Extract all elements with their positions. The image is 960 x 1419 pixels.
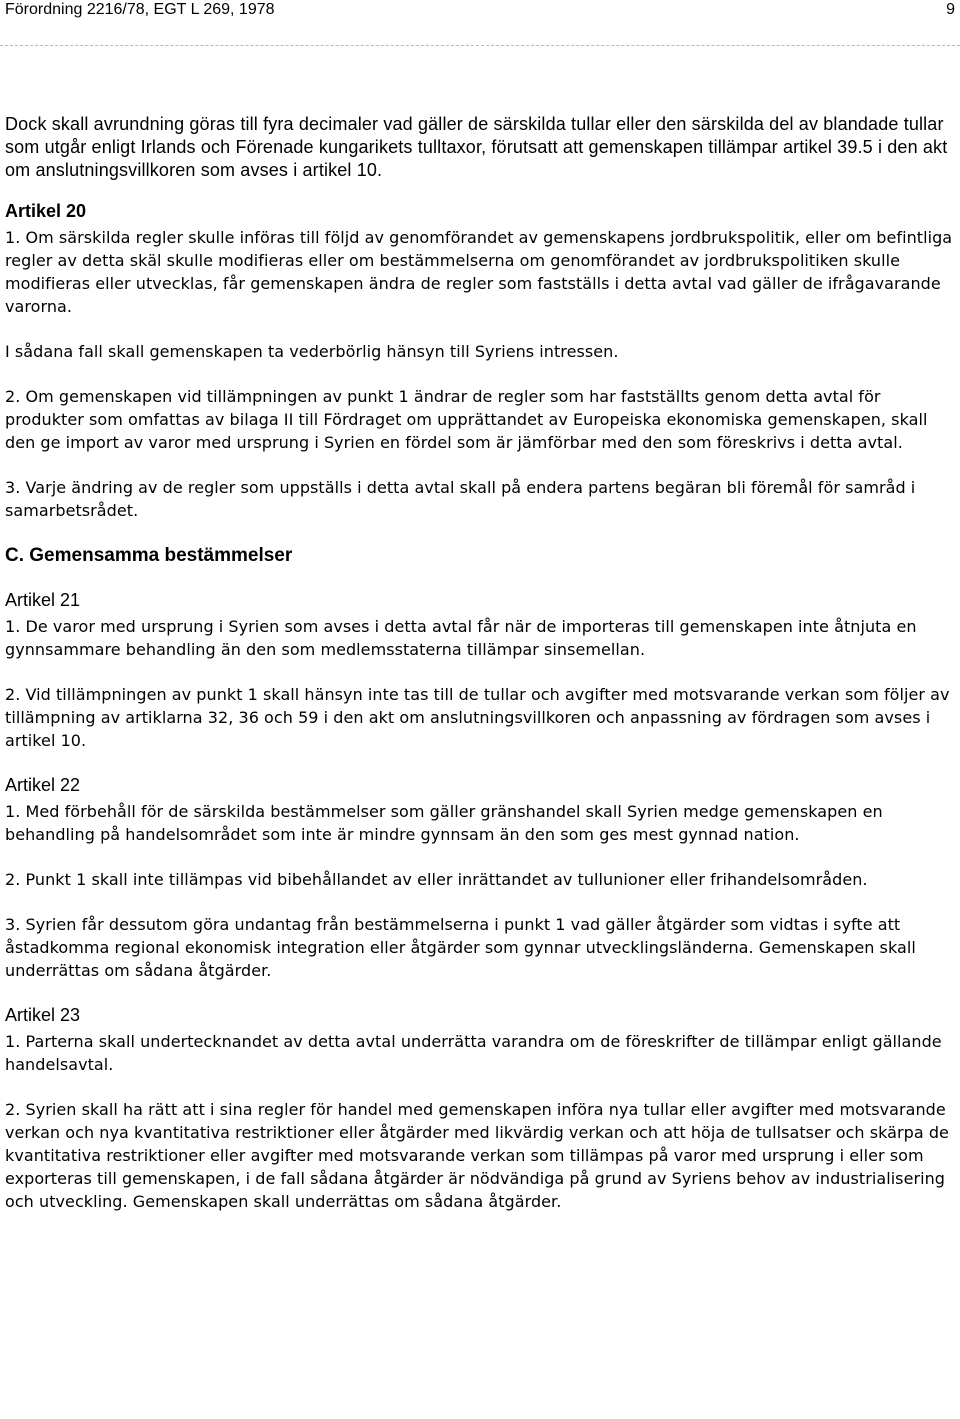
article-20-heading: Artikel 20	[5, 201, 87, 221]
article-23-heading: Artikel 23	[5, 1005, 81, 1025]
article-22-paragraph-3: 3. Syrien får dessutom göra undantag från bestämmelserna i punkt 1 vad gäller åtgärder som vidtas i syfte att åstadkomma regional ekonomisk integration eller åtgärder som gynnar utvecklingsländerna. Gemenskapen skall underrättas om sådana åtgärder.	[5, 915, 916, 980]
article-23-paragraph-1: 1. Parterna skall undertecknandet av detta avtal underrätta varandra om de föreskrifter de tillämpar enligt gällande handelsavtal.	[5, 1032, 942, 1074]
document-body	[5, 113, 955, 1213]
article-21-heading: Artikel 21	[5, 590, 81, 610]
article-21-paragraph-1: 1. De varor med ursprung i Syrien som avses i detta avtal får när de importeras till gemenskapen inte åtnjuta en gynnsammare behandling än den som medlemsstaterna tillämpar sinsemellan.	[5, 617, 917, 659]
header-title: Förordning 2216/78, EGT L 269, 1978	[5, 1, 275, 18]
article-20-paragraph-1b: I sådana fall skall gemenskapen ta vederbörlig hänsyn till Syriens intressen.	[5, 342, 619, 361]
article-20-paragraph-1: 1. Om särskilda regler skulle införas till följd av genomförandet av gemenskapens jordbrukspolitik, eller om befintliga regler av detta skäl skulle modifieras eller om bestämmelserna om genomförandet av jordbrukspolitiken skulle modifieras eller utvecklas, får gemenskapen ändra de regler som fastställs i detta avtal vad gäller de ifrågavarande varorna.	[5, 228, 953, 316]
page-number: 9	[946, 1, 955, 18]
article-20-paragraph-3: 3. Varje ändring av de regler som uppställs i detta avtal skall på endera partens begäran bli föremål för samråd i samarbetsrådet.	[5, 478, 916, 520]
header-divider	[0, 45, 960, 46]
intro-paragraph: Dock skall avrundning göras till fyra decimaler vad gäller de särskilda tullar eller den särskilda del av blandade tullar som utgår enligt Irlands och Förenade kungarikets tulltaxor, förutsatt att gemenskapen tillämpar artikel 39.5 i den akt om anslutningsvillkoren som avses i artikel 10.	[5, 114, 948, 180]
article-22-paragraph-1: 1. Med förbehåll för de särskilda bestämmelser som gäller gränshandel skall Syrien medge gemenskapen en behandling på handelsområdet som inte är mindre gynnsam än den som ges mest gynnad nation.	[5, 802, 883, 844]
article-22-paragraph-2: 2. Punkt 1 skall inte tillämpas vid bibehållandet av eller inrättandet av tullunioner eller frihandelsområden.	[5, 870, 868, 889]
article-21-paragraph-2: 2. Vid tillämpningen av punkt 1 skall hänsyn inte tas till de tullar och avgifter med motsvarande verkan som följer av tillämpning av artiklarna 32, 36 och 59 i den akt om anslutningsvillkoren och anpassning av fördragen som avses i artikel 10.	[5, 685, 950, 750]
article-22-heading: Artikel 22	[5, 775, 81, 795]
section-c-heading: C. Gemensamma bestämmelser	[5, 545, 293, 566]
page-header	[0, 0, 960, 46]
article-23-paragraph-2: 2. Syrien skall ha rätt att i sina regler för handel med gemenskapen införa nya tullar eller avgifter med motsvarande verkan och nya kvantitativa restriktioner eller åtgärder med likvärdig verkan och att höja de tullsatser och skärpa de kvantitativa restriktioner eller avgifter med motsvarande verkan som tillämpas på varor med ursprung i eller som exporteras till gemenskapen, i de fall sådana åtgärder är nödvändiga på grund av Syriens behov av industrialisering och utveckling. Gemenskapen skall underrättas om sådana åtgärder.	[5, 1100, 949, 1211]
article-20-paragraph-2: 2. Om gemenskapen vid tillämpningen av punkt 1 ändrar de regler som har fastställts genom detta avtal för produkter som omfattas av bilaga II till Fördraget om upprättandet av Europeiska ekonomiska gemenskapen, skall den ge import av varor med ursprung i Syrien en fördel som är jämförbar med den som föreskrivs i detta avtal.	[5, 387, 928, 452]
